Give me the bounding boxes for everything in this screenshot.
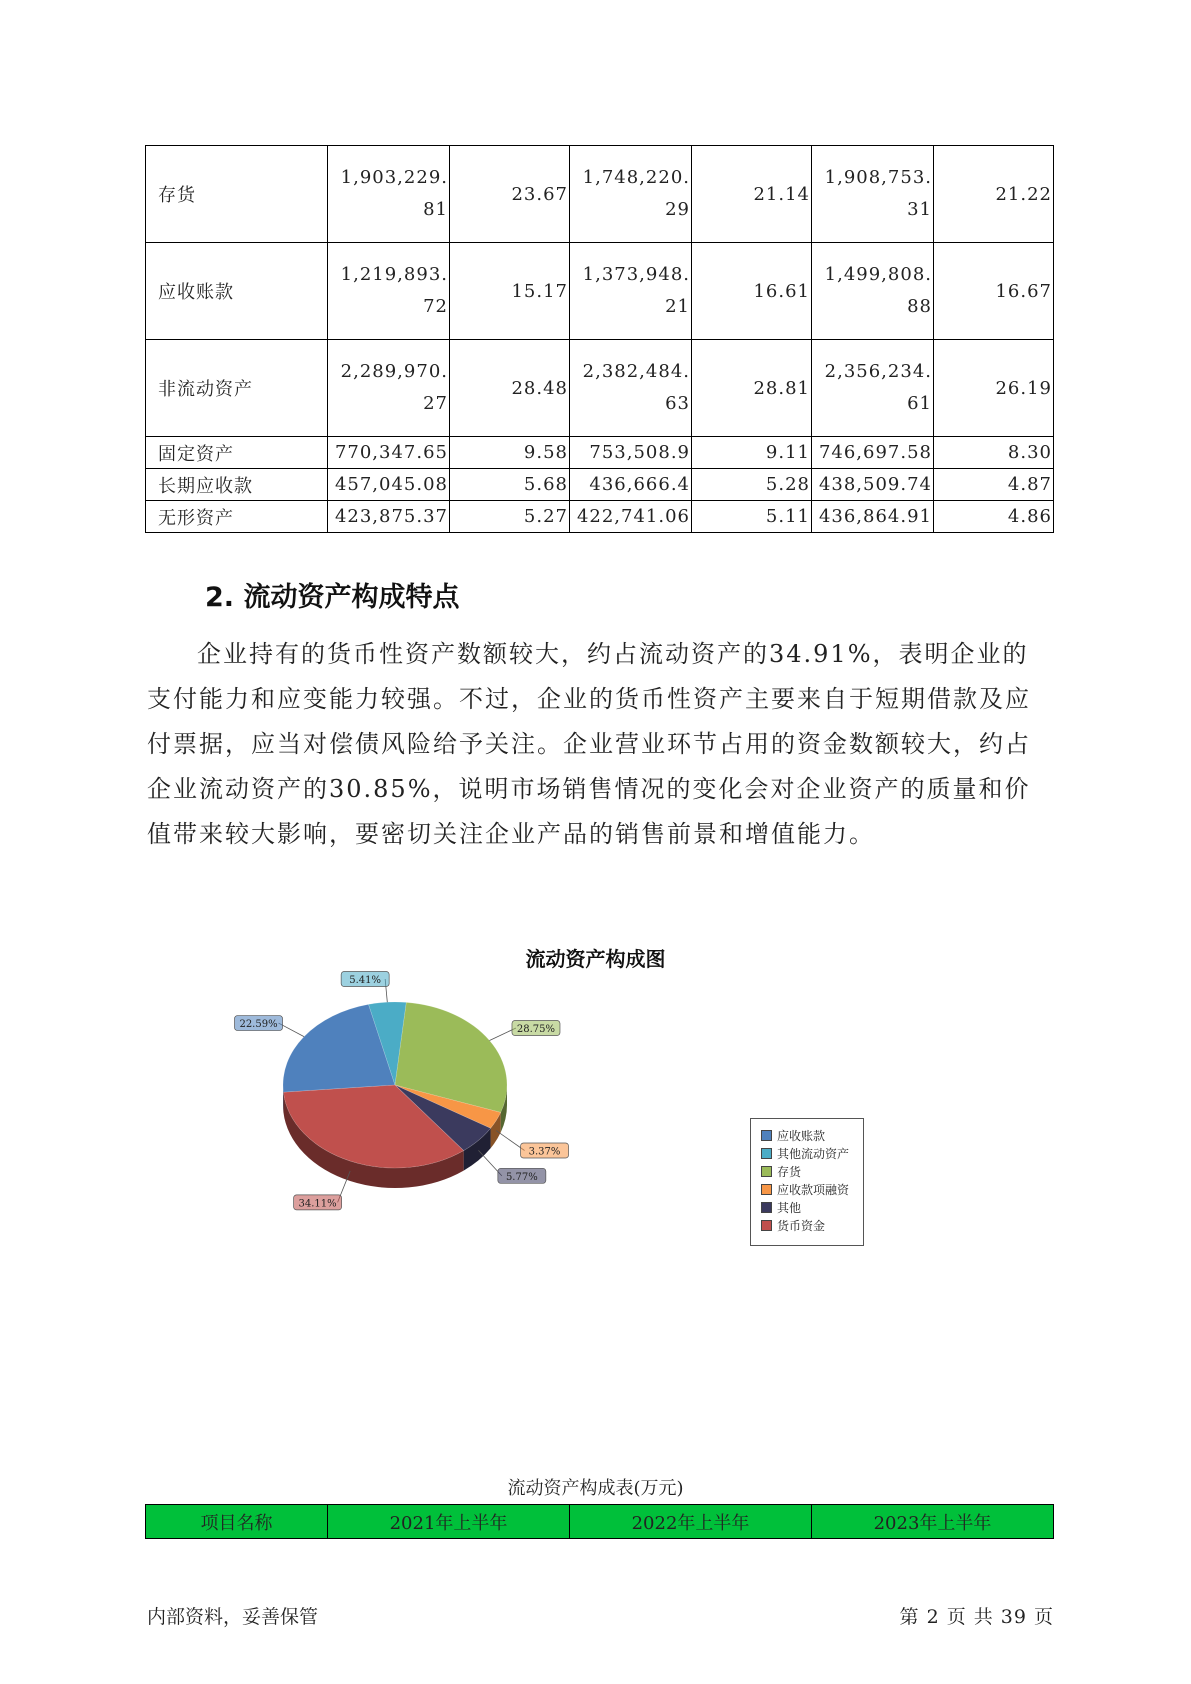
cell-v2023: 2,356,234.61 bbox=[812, 340, 934, 437]
legend-item bbox=[761, 1145, 849, 1161]
legend-swatch bbox=[761, 1148, 772, 1159]
header-2023: 2023年上半年 bbox=[812, 1505, 1054, 1539]
cell-v2021: 457,045.08 bbox=[328, 469, 450, 501]
legend-item bbox=[761, 1217, 825, 1233]
chart-title: 流动资产构成图 bbox=[525, 947, 666, 971]
cell-v2023: 1,908,753.31 bbox=[812, 146, 934, 243]
cell-v2021: 423,875.37 bbox=[328, 501, 450, 533]
legend-swatch bbox=[761, 1130, 772, 1141]
header-item-name: 项目名称 bbox=[146, 1505, 328, 1539]
cell-p2022: 28.81 bbox=[692, 340, 812, 437]
cell-v2022: 422,741.06 bbox=[570, 501, 692, 533]
cell-v2022: 1,748,220.29 bbox=[570, 146, 692, 243]
cell-p2022: 21.14 bbox=[692, 146, 812, 243]
cell-p2021: 9.58 bbox=[450, 437, 570, 469]
legend-swatch bbox=[761, 1184, 772, 1195]
body-paragraph: 企业持有的货币性资产数额较大，约占流动资产的34.91%，表明企业的支付能力和应变能力较强。不过，企业的货币性资产主要来自于短期借款及应付票据，应当对偿债风险给予关注。企业营业环节占用的资金数额较大，约占企业流动资产的30.85%，说明市场销售情况的变化会对企业资产的质量和价值带来较大影响，要密切关注企业产品的销售前景和增值能力。 bbox=[147, 640, 1031, 848]
cell-v2023: 746,697.58 bbox=[812, 437, 934, 469]
cell-p2023: 21.22 bbox=[934, 146, 1054, 243]
asset-table bbox=[145, 145, 1054, 533]
cell-p2021: 15.17 bbox=[450, 243, 570, 340]
cell-p2021: 5.27 bbox=[450, 501, 570, 533]
table-caption: 流动资产构成表(万元) bbox=[507, 1478, 684, 1499]
legend-label: 货币资金 bbox=[777, 1218, 826, 1233]
table-row bbox=[146, 469, 1054, 501]
chart-legend bbox=[750, 1118, 864, 1246]
legend-label: 存货 bbox=[777, 1164, 802, 1179]
header-2021: 2021年上半年 bbox=[328, 1505, 570, 1539]
legend-label: 应收款项融资 bbox=[777, 1182, 850, 1197]
cell-v2023: 436,864.91 bbox=[812, 501, 934, 533]
cell-p2022: 9.11 bbox=[692, 437, 812, 469]
cell-v2021: 1,903,229.81 bbox=[328, 146, 450, 243]
table-row bbox=[146, 340, 1054, 437]
footer-page-number: 第 2 页 共 39 页 bbox=[899, 1606, 1054, 1628]
legend-item bbox=[761, 1181, 849, 1197]
row-label: 应收账款 bbox=[146, 243, 328, 340]
cell-p2023: 16.67 bbox=[934, 243, 1054, 340]
data-label: 5.77% bbox=[505, 1171, 538, 1183]
table-header-row bbox=[146, 1505, 1054, 1539]
table-row bbox=[146, 146, 1054, 243]
pie-chart bbox=[230, 975, 630, 1240]
footer-confidential: 内部资料，妥善保管 bbox=[147, 1606, 319, 1628]
cell-v2021: 770,347.65 bbox=[328, 437, 450, 469]
header-2022: 2022年上半年 bbox=[570, 1505, 812, 1539]
cell-v2021: 1,219,893.72 bbox=[328, 243, 450, 340]
cell-v2023: 438,509.74 bbox=[812, 469, 934, 501]
data-label: 22.59% bbox=[239, 1019, 278, 1031]
table-row bbox=[146, 243, 1054, 340]
data-label: 34.11% bbox=[298, 1198, 337, 1210]
data-label: 5.41% bbox=[349, 975, 382, 987]
table-row bbox=[146, 501, 1054, 533]
legend-item bbox=[761, 1163, 801, 1179]
row-label: 长期应收款 bbox=[146, 469, 328, 501]
cell-v2022: 753,508.9 bbox=[570, 437, 692, 469]
data-label: 3.37% bbox=[528, 1146, 561, 1158]
cell-p2021: 23.67 bbox=[450, 146, 570, 243]
cell-p2021: 28.48 bbox=[450, 340, 570, 437]
row-label: 非流动资产 bbox=[146, 340, 328, 437]
cell-p2023: 26.19 bbox=[934, 340, 1054, 437]
legend-label: 应收账款 bbox=[777, 1128, 826, 1143]
cell-p2022: 5.11 bbox=[692, 501, 812, 533]
legend-swatch bbox=[761, 1202, 772, 1213]
cell-p2023: 8.30 bbox=[934, 437, 1054, 469]
legend-item bbox=[761, 1199, 801, 1215]
row-label: 存货 bbox=[146, 146, 328, 243]
row-label: 固定资产 bbox=[146, 437, 328, 469]
cell-p2023: 4.87 bbox=[934, 469, 1054, 501]
cell-v2022: 436,666.4 bbox=[570, 469, 692, 501]
section-heading: 2. 流动资产构成特点 bbox=[205, 582, 460, 613]
cell-p2021: 5.68 bbox=[450, 469, 570, 501]
data-label: 28.75% bbox=[516, 1023, 556, 1035]
legend-item bbox=[761, 1127, 825, 1143]
cell-v2021: 2,289,970.27 bbox=[328, 340, 450, 437]
legend-label: 其他 bbox=[777, 1200, 802, 1215]
cell-v2023: 1,499,808.88 bbox=[812, 243, 934, 340]
legend-label: 其他流动资产 bbox=[777, 1146, 850, 1161]
legend-swatch bbox=[761, 1166, 772, 1177]
cell-v2022: 1,373,948.21 bbox=[570, 243, 692, 340]
cell-p2022: 5.28 bbox=[692, 469, 812, 501]
row-label: 无形资产 bbox=[146, 501, 328, 533]
cell-p2023: 4.86 bbox=[934, 501, 1054, 533]
cell-v2022: 2,382,484.63 bbox=[570, 340, 692, 437]
legend-swatch bbox=[761, 1220, 772, 1231]
current-assets-table bbox=[145, 1504, 1054, 1539]
cell-p2022: 16.61 bbox=[692, 243, 812, 340]
table-row bbox=[146, 437, 1054, 469]
